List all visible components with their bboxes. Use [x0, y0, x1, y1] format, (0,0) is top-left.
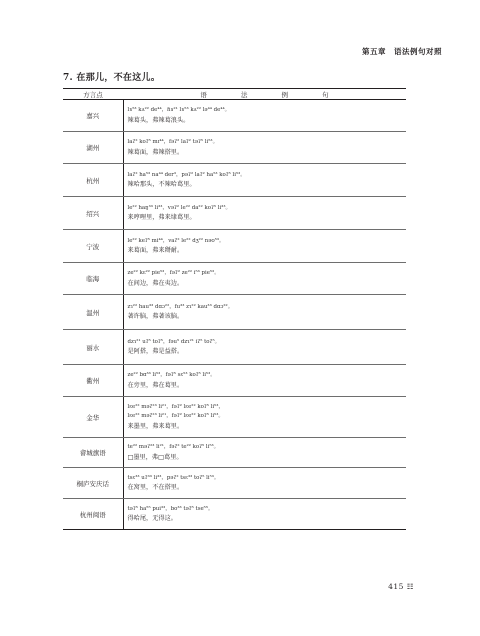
table-row — [63, 365, 406, 397]
example-gloss: 来葛面，弗来搿耐。 — [127, 247, 184, 254]
table-row — [63, 295, 406, 330]
example-gloss: 在间边，弗在夷边。 — [127, 279, 184, 287]
example-cell — [123, 100, 406, 132]
example-transcription: tsɛ³³ uʔ³³ li³³，pəʔ² tsɛ³³ toʔ⁵ li⁵³。 — [127, 474, 220, 481]
table-row — [63, 397, 406, 438]
example-transcription: laʔ² koʔ⁵ mɪ⁴⁴，fəʔ² laʔ² təʔ⁵ li⁵³。 — [127, 139, 218, 145]
table-row — [63, 164, 406, 197]
dialect-comparison-table — [63, 88, 406, 530]
example-cell — [123, 132, 406, 164]
dialect-name: 绍兴 — [63, 197, 123, 230]
dialect-name: 衢州 — [63, 365, 123, 397]
dialect-name: 嘉兴 — [63, 100, 123, 132]
example-transcription: le²² keʔ⁵ mi⁴⁴，vaʔ² le²² dʒ²² nəʊ⁵³。 — [127, 237, 225, 244]
dialect-name: 临海 — [63, 263, 123, 295]
table-row — [63, 499, 406, 530]
example-cell — [123, 397, 406, 438]
example-gloss: 辣哈那头，不辣哈葛里。 — [127, 181, 196, 188]
example-transcription: laʔ² ha⁵³ na⁴⁴ der³，pəʔ² laʔ² ha⁵³ koʔ⁵ li⁵³。 — [127, 171, 246, 178]
dialect-name: 丽水 — [63, 330, 123, 365]
table-header-row — [63, 89, 406, 100]
example-cell — [123, 499, 406, 530]
dialect-name: 桐庐安庆话 — [63, 468, 123, 499]
example-transcription: le²² haŋ³³ li³³，vəʔ² le²² da²² koʔ⁵ li³³。 — [127, 204, 231, 211]
dialect-name: 杭州 — [63, 164, 123, 197]
running-header: 第五章 语法例句对照 — [362, 47, 442, 56]
example-cell — [123, 365, 406, 397]
table-row — [63, 330, 406, 365]
table-row — [63, 100, 406, 132]
table-row — [63, 438, 406, 468]
example-gloss: 辣葛面，弗辣搭里。 — [127, 148, 184, 156]
table-row — [63, 468, 406, 499]
example-gloss: 在窝里，不在搭里。 — [127, 484, 184, 491]
example-cell — [123, 295, 406, 330]
example-transcription: zɿ²² hau³³ dɑɔ²²，fu³³ zɿ²² kau³³ dɑɔ²²。 — [127, 303, 234, 310]
example-cell — [123, 330, 406, 365]
dialect-name: 湖州 — [63, 132, 123, 164]
example-gloss: 在旁里，弗在葛里。 — [127, 381, 184, 389]
example-gloss: 来哼哩里，弗来埭葛里。 — [127, 214, 196, 221]
table-row — [63, 197, 406, 230]
example-cell — [123, 263, 406, 295]
column-header-dialect: 方言点 — [63, 89, 123, 100]
example-cell — [123, 197, 406, 230]
example-transcription: ze²² kɛ²² pie⁵³，fəʔ² ze²² i⁵³ pie⁵³。 — [127, 270, 220, 276]
dialect-name: 温州 — [63, 295, 123, 330]
example-cell — [123, 468, 406, 499]
example-gloss: 辣葛头，弗辣葛浪头。 — [127, 116, 190, 124]
example-cell — [123, 164, 406, 197]
dialect-name: 宁波 — [63, 230, 123, 263]
table-row — [63, 263, 406, 295]
example-gloss: 著许脑，弗著该脑。 — [127, 313, 184, 320]
example-transcription: dzɿ²¹ uʔ⁵ toʔ⁵，fəu⁵ dzɿ²¹ iʔ⁵ toʔ⁵。 — [127, 338, 220, 345]
section-title: 7. 在那儿，不在这儿。 — [63, 73, 161, 83]
example-transcription: ze²² bɑ³³ li⁵³，fəʔ⁵ sɛ⁵³ koʔ⁵ li⁵³。 — [127, 372, 216, 378]
dialect-name: 畲城旗语 — [63, 438, 123, 468]
example-gloss: 得哈尾，无得这。 — [127, 515, 177, 522]
example-cell — [123, 438, 406, 468]
example-transcription: lɤ⁵³ kʌ²² de⁴⁴，ɦɤ²¹ lɤ⁵³ kʌ²² lə⁴⁴ de⁴⁴。 — [127, 107, 230, 113]
example-transcription: lɛe²² məʔ²³ li²¹，fəʔ² lɛe²² koʔ⁵ li⁵³。 — [127, 413, 224, 420]
table-row — [63, 230, 406, 263]
example-cell — [123, 230, 406, 263]
page-number: 415 ☷ — [388, 582, 414, 591]
dialect-name: 金华 — [63, 397, 123, 438]
table-row — [63, 132, 406, 164]
example-gloss: 是阿搭，弗是益搭。 — [127, 348, 184, 355]
column-header-example: 语 法 例 句 — [123, 89, 406, 100]
example-gloss: □墨里，弗□葛里。 — [127, 453, 183, 461]
dialect-name: 杭州闽语 — [63, 499, 123, 530]
example-transcription: təʔ⁵ ha⁵⁵ pui³³，bo³³ təʔ⁵ tse⁵⁵。 — [127, 505, 214, 512]
example-gloss: 来墨里，弗来葛里。 — [127, 422, 184, 430]
example-transcription: lɛe²² məʔ²³ li²¹，fəʔ² lɛe²² koʔ⁵ li⁵³， — [127, 403, 224, 410]
example-transcription: te²² məʔ²³ li²¹，fəʔ² te²² koʔ⁵ li⁵³。 — [127, 444, 220, 450]
